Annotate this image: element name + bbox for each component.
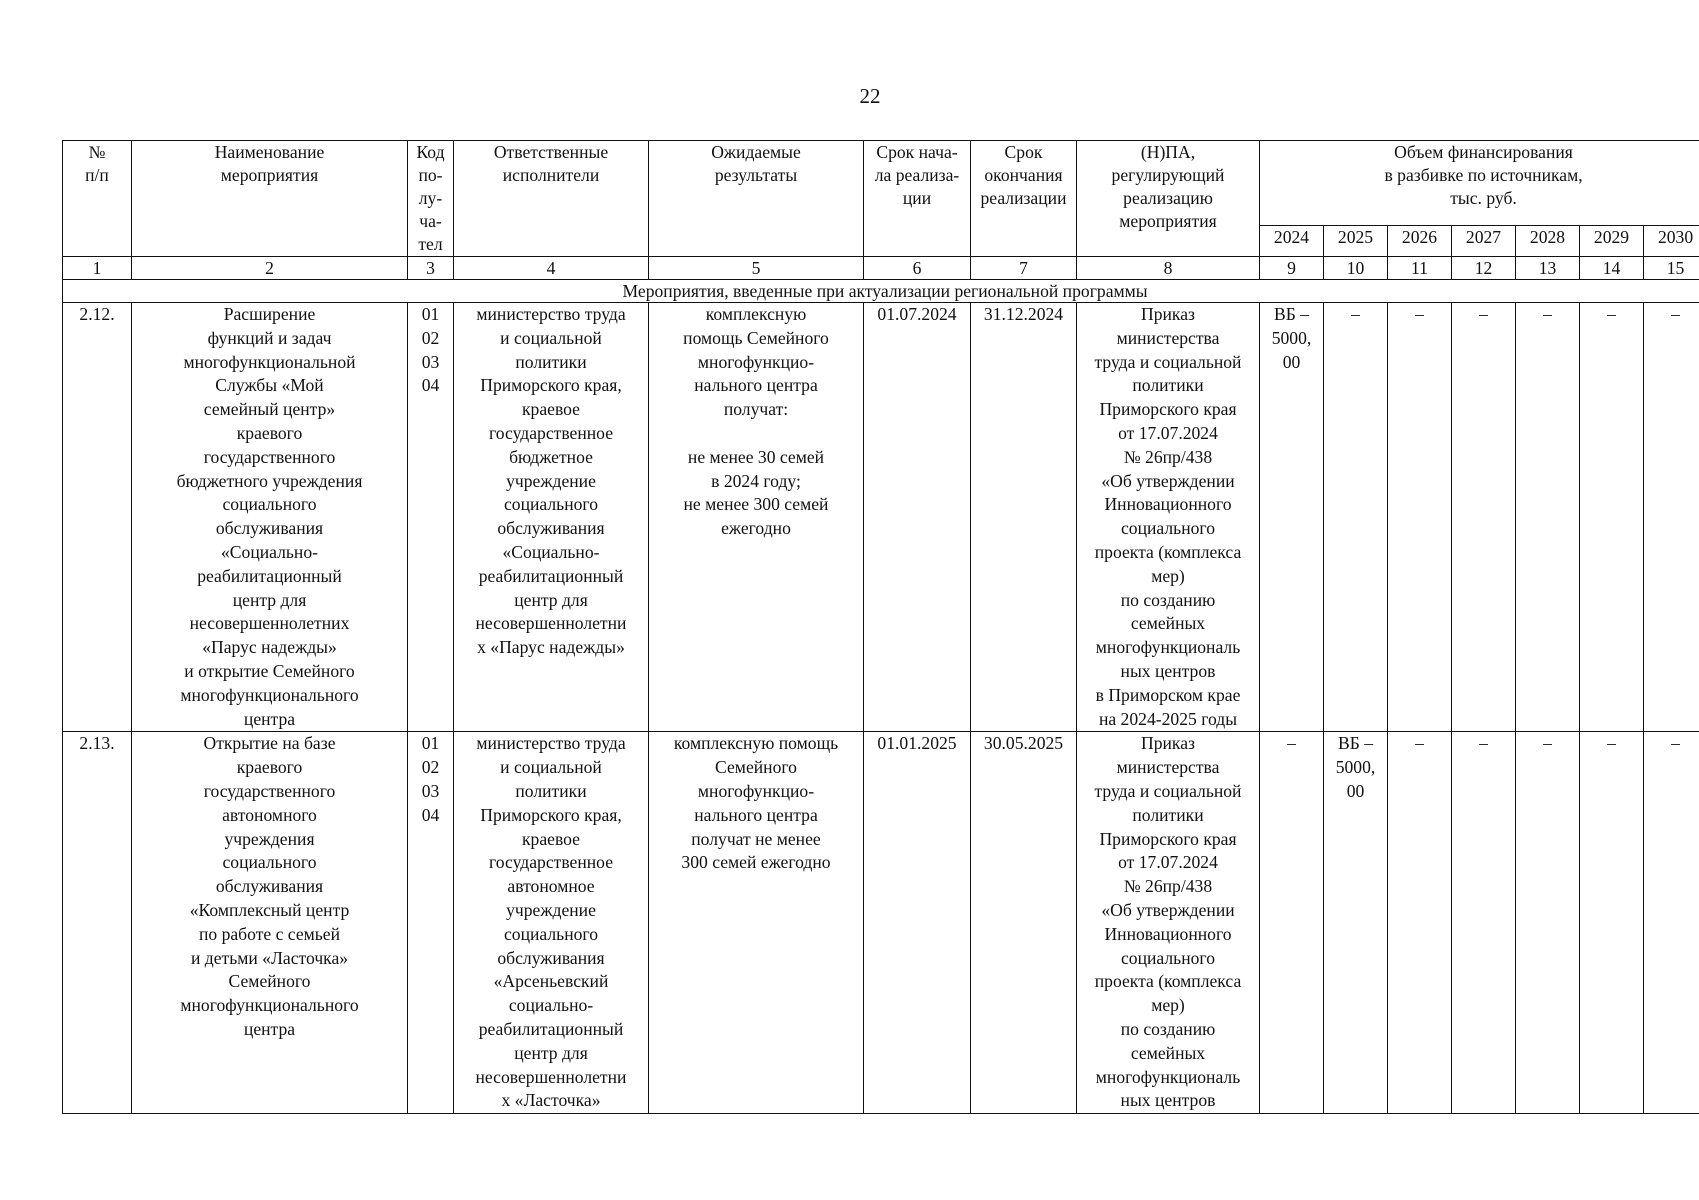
column-number: 8 [1077,257,1260,280]
activity-name: Открытие на базе краевого государственного автономного учреждения социального обслуживания «Комплексный центр по работе с семьей и детьми «Ласточка» Семейного многофункционального центра [132,732,408,1114]
program-activities-table [62,140,1699,1114]
header-results: Ожидаемые результаты [649,141,864,257]
header-funding: Объем финансирования в разбивке по источникам, тыс. руб. [1260,141,1699,226]
column-number: 10 [1324,257,1388,280]
recipient-codes: 01 02 03 04 [408,732,454,1114]
funding-2028: – [1516,303,1580,732]
responsible-executors: министерство труда и социальной политики Приморского края, краевое государственное бюджетное учреждение социального обслуживания «Социально- реабилитационный центр для несовершеннолетни х «Парус надежды» [454,303,649,732]
column-number: 6 [864,257,971,280]
header-code: Код по- лу- ча- тел [408,141,454,257]
column-number: 11 [1388,257,1452,280]
header-name: Наименование мероприятия [132,141,408,257]
expected-results: комплексную помощь Семейного многофункцио- нального центра получат: не менее 30 семей в 2024 году; не менее 300 семей ежегодно [649,303,864,732]
header-year: 2025 [1324,226,1388,257]
header-year: 2028 [1516,226,1580,257]
funding-2027: – [1452,303,1516,732]
column-number: 5 [649,257,864,280]
column-number: 4 [454,257,649,280]
header-year: 2030 [1644,226,1699,257]
end-date: 30.05.2025 [971,732,1077,1114]
header-year: 2029 [1580,226,1644,257]
activity-name: Расширение функций и задач многофункциональной Службы «Мой семейный центр» краевого государственного бюджетного учреждения социального обслуживания «Социально- реабилитационный центр для несовершеннолетних «Парус надежды» и открытие Семейного многофункционального центра [132,303,408,732]
header-year: 2024 [1260,226,1324,257]
column-number: 2 [132,257,408,280]
header-year: 2027 [1452,226,1516,257]
column-number: 14 [1580,257,1644,280]
section-row [63,280,1699,303]
funding-2025: – [1324,303,1388,732]
recipient-codes: 01 02 03 04 [408,303,454,732]
column-number: 3 [408,257,454,280]
header-npa: (Н)ПА, регулирующий реализацию мероприятия [1077,141,1260,257]
funding-2028: – [1516,732,1580,1114]
column-number: 9 [1260,257,1324,280]
header-executors: Ответственные исполнители [454,141,649,257]
funding-2027: – [1452,732,1516,1114]
column-number: 1 [63,257,132,280]
column-numbers-row [63,257,1699,280]
header-end: Срок окончания реализации [971,141,1077,257]
regulatory-act: Приказ министерства труда и социальной политики Приморского края от 17.07.2024 № 26пр/438 «Об утверждении Инновационного социального проекта (комплекса мер) по созданию семейных многофункциональ ных центров в Приморском крае на 2024-2025 годы [1077,303,1260,732]
column-number: 7 [971,257,1077,280]
table-row [63,303,1699,732]
column-number: 13 [1516,257,1580,280]
row-number: 2.12. [63,303,132,732]
funding-2024: – [1260,732,1324,1114]
responsible-executors: министерство труда и социальной политики Приморского края, краевое государственное автономное учреждение социального обслуживания «Арсеньевский социально- реабилитационный центр для несовершеннолетни х «Ласточка» [454,732,649,1114]
funding-2029: – [1580,732,1644,1114]
page-number: 22 [859,84,881,108]
header-year: 2026 [1388,226,1452,257]
funding-2030: – [1644,303,1699,732]
section-title: Мероприятия, введенные при актуализации региональной программы [63,280,1699,303]
end-date: 31.12.2024 [971,303,1077,732]
funding-2024: ВБ – 5000, 00 [1260,303,1324,732]
funding-2026: – [1388,303,1452,732]
column-number: 15 [1644,257,1699,280]
row-number: 2.13. [63,732,132,1114]
expected-results: комплексную помощь Семейного многофункцио- нального центра получат не менее 300 семей ежегодно [649,732,864,1114]
funding-2026: – [1388,732,1452,1114]
funding-2030: – [1644,732,1699,1114]
funding-2025: ВБ – 5000, 00 [1324,732,1388,1114]
regulatory-act: Приказ министерства труда и социальной политики Приморского края от 17.07.2024 № 26пр/438 «Об утверждении Инновационного социального проекта (комплекса мер) по созданию семейных многофункциональ ных центров [1077,732,1260,1114]
start-date: 01.07.2024 [864,303,971,732]
header-row [63,141,1699,226]
header-no: № п/п [63,141,132,257]
header-start: Срок нача- ла реализа- ции [864,141,971,257]
funding-2029: – [1580,303,1644,732]
table-row [63,732,1699,1114]
column-number: 12 [1452,257,1516,280]
start-date: 01.01.2025 [864,732,971,1114]
